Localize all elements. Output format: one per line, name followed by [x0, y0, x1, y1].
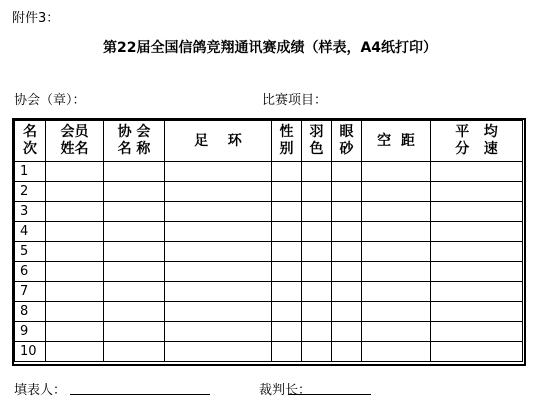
table-cell[interactable]: [104, 222, 165, 242]
association-label: 协会（章）：: [14, 93, 86, 108]
table-cell[interactable]: [272, 262, 302, 282]
table-cell[interactable]: [165, 282, 272, 302]
table-body: [15, 162, 523, 362]
column-header-line: 会员: [60, 124, 89, 140]
table-cell[interactable]: [46, 342, 104, 362]
table-row: [15, 182, 523, 202]
column-header: [104, 121, 165, 162]
table-cell[interactable]: [302, 262, 332, 282]
table-cell[interactable]: [46, 322, 104, 342]
column-header-line: 别: [279, 141, 294, 157]
annex-label: 附件3：: [12, 11, 60, 26]
row-number: 6: [15, 262, 46, 282]
table-cell[interactable]: [165, 342, 272, 362]
filler-label: 填表人：: [14, 383, 67, 398]
row-number: 10: [15, 342, 46, 362]
table-cell[interactable]: [362, 282, 431, 302]
column-header-line: 空 距: [377, 132, 415, 149]
table-cell[interactable]: [104, 322, 165, 342]
table-cell[interactable]: [362, 302, 431, 322]
table-cell[interactable]: [332, 342, 362, 362]
table-cell[interactable]: [302, 162, 332, 182]
filler-signature-line: [70, 394, 210, 395]
page-title: 第22届全国信鸽竞翔通讯赛成绩（样表，A4纸打印）: [102, 40, 438, 56]
table-cell[interactable]: [104, 182, 165, 202]
table-row: [15, 202, 523, 222]
table-cell[interactable]: [302, 222, 332, 242]
table-cell[interactable]: [431, 162, 523, 182]
table-row: [15, 282, 523, 302]
table-cell[interactable]: [104, 202, 165, 222]
row-number: 1: [15, 162, 46, 182]
table-cell[interactable]: [104, 302, 165, 322]
table-cell[interactable]: [362, 342, 431, 362]
table-cell[interactable]: [302, 302, 332, 322]
table-cell[interactable]: [165, 322, 272, 342]
column-header: [46, 121, 104, 162]
table-cell[interactable]: [272, 182, 302, 202]
column-header-line: 协 会: [117, 124, 151, 140]
table-cell[interactable]: [362, 202, 431, 222]
column-header-line: 足 环: [194, 132, 242, 149]
table-cell[interactable]: [272, 162, 302, 182]
row-number: 5: [15, 242, 46, 262]
table-cell[interactable]: [302, 342, 332, 362]
table-cell[interactable]: [165, 222, 272, 242]
table-cell[interactable]: [431, 202, 523, 222]
judge-label: 裁判长：: [259, 383, 312, 398]
table-cell[interactable]: [362, 222, 431, 242]
table-cell[interactable]: [302, 182, 332, 202]
table-cell[interactable]: [272, 242, 302, 262]
column-header: [302, 121, 332, 162]
column-header-line: 性: [279, 124, 294, 140]
column-header-line: 名 称: [117, 141, 151, 157]
column-header-line: 色: [309, 141, 324, 157]
table-cell[interactable]: [332, 162, 362, 182]
table-row: [15, 242, 523, 262]
table-row: [15, 222, 523, 242]
column-header: [362, 121, 431, 162]
table-cell[interactable]: [272, 302, 302, 322]
table-cell[interactable]: [362, 242, 431, 262]
table-cell[interactable]: [332, 282, 362, 302]
column-header-line: 次: [23, 141, 37, 157]
table-cell[interactable]: [46, 262, 104, 282]
column-header-line: 平 均: [455, 124, 498, 140]
row-number: 8: [15, 302, 46, 322]
table-cell[interactable]: [165, 242, 272, 262]
column-header-line: 姓名: [60, 141, 89, 157]
table-cell[interactable]: [431, 182, 523, 202]
table-cell[interactable]: [165, 162, 272, 182]
table-row: [15, 162, 523, 182]
table-row: [15, 262, 523, 282]
table-cell[interactable]: [104, 242, 165, 262]
row-number: 2: [15, 182, 46, 202]
table-cell[interactable]: [332, 242, 362, 262]
column-header: [165, 121, 272, 162]
row-number: 9: [15, 322, 46, 342]
table-cell[interactable]: [46, 202, 104, 222]
table-cell[interactable]: [332, 302, 362, 322]
table-cell[interactable]: [431, 322, 523, 342]
column-header-line: 分 速: [455, 141, 498, 157]
event-label: 比赛项目：: [262, 93, 328, 108]
table-cell[interactable]: [272, 322, 302, 342]
table-cell[interactable]: [272, 222, 302, 242]
column-header: [15, 121, 46, 162]
table-cell[interactable]: [332, 222, 362, 242]
table-cell[interactable]: [302, 242, 332, 262]
table-cell[interactable]: [272, 282, 302, 302]
table-cell[interactable]: [431, 262, 523, 282]
table-cell[interactable]: [272, 342, 302, 362]
table-row: [15, 342, 523, 362]
table-cell[interactable]: [332, 202, 362, 222]
table-cell[interactable]: [302, 282, 332, 302]
table-cell[interactable]: [332, 322, 362, 342]
header-row: [15, 121, 523, 162]
column-header: [332, 121, 362, 162]
row-number: 4: [15, 222, 46, 242]
table-cell[interactable]: [362, 182, 431, 202]
table-cell[interactable]: [104, 282, 165, 302]
table-row: [15, 302, 523, 322]
column-header-line: 羽: [309, 124, 324, 140]
row-number: 7: [15, 282, 46, 302]
judge-signature-line: [289, 394, 371, 395]
table-cell[interactable]: [362, 262, 431, 282]
table-cell[interactable]: [332, 262, 362, 282]
table-cell[interactable]: [46, 302, 104, 322]
table-cell[interactable]: [165, 202, 272, 222]
column-header: [431, 121, 523, 162]
row-number: 3: [15, 202, 46, 222]
table-cell[interactable]: [431, 302, 523, 322]
column-header-line: 名: [23, 124, 37, 140]
table-cell[interactable]: [104, 262, 165, 282]
table-cell[interactable]: [302, 202, 332, 222]
table-cell[interactable]: [431, 342, 523, 362]
table-cell[interactable]: [272, 202, 302, 222]
table-cell[interactable]: [46, 242, 104, 262]
table-cell[interactable]: [362, 322, 431, 342]
table-row: [15, 322, 523, 342]
table-cell[interactable]: [165, 302, 272, 322]
column-header-line: 眼: [339, 124, 354, 140]
column-header-line: 砂: [339, 141, 354, 157]
table-cell[interactable]: [362, 162, 431, 182]
table-cell[interactable]: [46, 162, 104, 182]
table-cell[interactable]: [165, 262, 272, 282]
results-table: [14, 120, 523, 362]
table-cell[interactable]: [431, 282, 523, 302]
column-header: [272, 121, 302, 162]
table-cell[interactable]: [165, 182, 272, 202]
table-cell[interactable]: [46, 222, 104, 242]
table-cell[interactable]: [104, 162, 165, 182]
table-cell[interactable]: [302, 322, 332, 342]
table-cell[interactable]: [46, 182, 104, 202]
table-cell[interactable]: [431, 242, 523, 262]
table-cell[interactable]: [46, 282, 104, 302]
table-cell[interactable]: [431, 222, 523, 242]
table-cell[interactable]: [104, 342, 165, 362]
table-cell[interactable]: [332, 182, 362, 202]
